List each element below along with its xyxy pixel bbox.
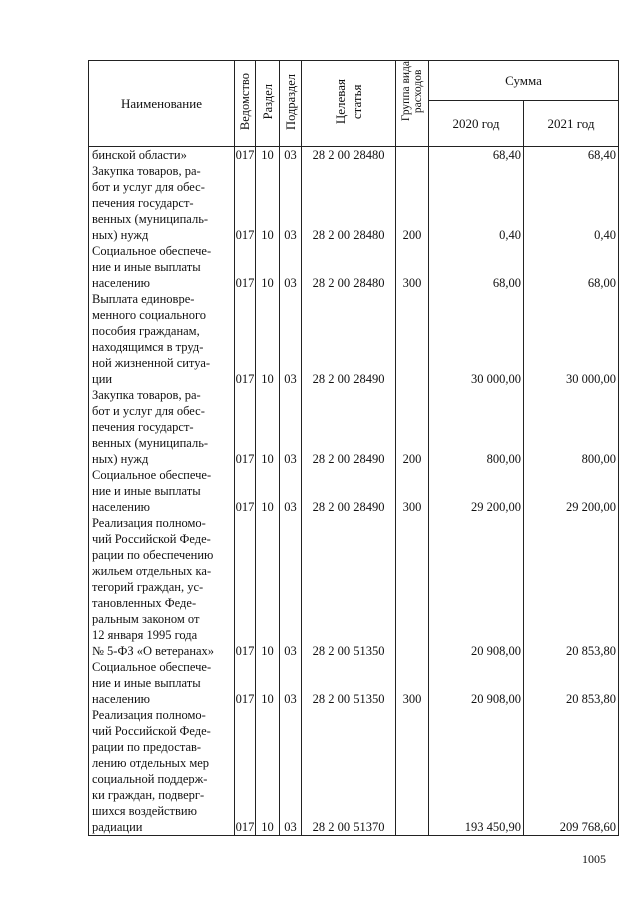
row-vedomstvo: 017: [235, 707, 256, 836]
row-razdel: 10: [256, 147, 280, 164]
row-name-line: Социальное обеспече-: [92, 468, 212, 482]
row-tselevaya-statya: 28 2 00 51370: [302, 707, 396, 836]
header-razdel-cell: [256, 61, 280, 147]
row-name: [89, 515, 235, 659]
row-gruppa-vida: 200: [396, 387, 429, 467]
row-name-line: социальной поддерж-: [92, 772, 208, 786]
row-name-line: лению отдельных мер: [92, 756, 210, 770]
row-name-line: Закупка товаров, ра-: [92, 388, 201, 402]
row-vedomstvo: 017: [235, 387, 256, 467]
row-name-line: печения государст-: [92, 196, 194, 210]
row-gruppa-vida: 300: [396, 659, 429, 707]
table-header: [89, 61, 619, 147]
row-gruppa-vida: [396, 515, 429, 659]
row-sum-2021: 68,40: [524, 147, 619, 164]
row-name-line: бинской области»: [92, 148, 187, 162]
row-name-line: чий Российской Феде-: [92, 532, 211, 546]
row-name-line: радиации: [92, 820, 143, 834]
row-name-line: Закупка товаров, ра-: [92, 164, 201, 178]
header-name: Наименование: [89, 61, 235, 147]
row-name-line: шихся воздействию: [92, 804, 197, 818]
row-sum-2020: 20 908,00: [429, 659, 524, 707]
row-sum-2020: 29 200,00: [429, 467, 524, 515]
row-name-line: Реализация полномо-: [92, 516, 206, 530]
row-razdel: 10: [256, 163, 280, 243]
row-name-line: тановленных Феде-: [92, 596, 197, 610]
table-row: [89, 147, 619, 164]
row-name: [89, 707, 235, 836]
row-gruppa-vida: [396, 147, 429, 164]
row-sum-2020: 193 450,90: [429, 707, 524, 836]
row-name-line: населению: [92, 692, 150, 706]
row-sum-2020: 20 908,00: [429, 515, 524, 659]
row-sum-2020: 68,40: [429, 147, 524, 164]
row-sum-2021: 29 200,00: [524, 467, 619, 515]
row-name-line: № 5-ФЗ «О ветеранах»: [92, 644, 215, 658]
row-podrazdel: 03: [280, 515, 302, 659]
row-sum-2020: 800,00: [429, 387, 524, 467]
row-razdel: 10: [256, 291, 280, 387]
row-sum-2021: 800,00: [524, 387, 619, 467]
row-name-line: рации по предостав-: [92, 740, 202, 754]
row-vedomstvo: 017: [235, 291, 256, 387]
row-sum-2020: 0,40: [429, 163, 524, 243]
row-gruppa-vida: [396, 291, 429, 387]
row-gruppa-vida: 300: [396, 467, 429, 515]
row-name-line: рации по обеспечению: [92, 548, 214, 562]
row-name: [89, 243, 235, 291]
row-name-line: Выплата единовре-: [92, 292, 195, 306]
row-razdel: 10: [256, 659, 280, 707]
table-row: [89, 387, 619, 467]
row-razdel: 10: [256, 387, 280, 467]
row-name-line: населению: [92, 500, 150, 514]
row-name-line: населению: [92, 276, 150, 290]
row-sum-2021: 20 853,80: [524, 515, 619, 659]
header-gruppa-line1: Группа вида: [400, 61, 412, 122]
row-name-line: ние и иные выплаты: [92, 484, 201, 498]
row-name-line: находящимся в труд-: [92, 340, 204, 354]
row-tselevaya-statya: 28 2 00 28480: [302, 243, 396, 291]
row-name-line: Социальное обеспече-: [92, 660, 212, 674]
row-podrazdel: 03: [280, 659, 302, 707]
row-podrazdel: 03: [280, 163, 302, 243]
row-razdel: 10: [256, 243, 280, 291]
row-name-line: ных) нужд: [92, 228, 149, 242]
header-podrazdel: Подраздел: [283, 73, 298, 130]
row-name: [89, 163, 235, 243]
row-name-line: бот и услуг для обес-: [92, 180, 205, 194]
row-vedomstvo: 017: [235, 467, 256, 515]
row-name-line: 12 января 1995 года: [92, 628, 198, 642]
row-name-line: ние и иные выплаты: [92, 260, 201, 274]
row-name: [89, 147, 235, 164]
row-sum-2020: 30 000,00: [429, 291, 524, 387]
row-razdel: 10: [256, 515, 280, 659]
row-name-line: ных) нужд: [92, 452, 149, 466]
table-row: [89, 515, 619, 659]
row-gruppa-vida: [396, 707, 429, 836]
row-sum-2021: 0,40: [524, 163, 619, 243]
row-name-line: печения государст-: [92, 420, 194, 434]
header-year-2020: 2020 год: [429, 101, 524, 147]
row-tselevaya-statya: 28 2 00 28490: [302, 467, 396, 515]
table-row: [89, 163, 619, 243]
row-tselevaya-statya: 28 2 00 28490: [302, 291, 396, 387]
row-name: [89, 467, 235, 515]
row-vedomstvo: 017: [235, 243, 256, 291]
row-vedomstvo: 017: [235, 163, 256, 243]
header-gruppa-cell: [396, 61, 429, 147]
row-sum-2021: 20 853,80: [524, 659, 619, 707]
row-podrazdel: 03: [280, 243, 302, 291]
row-gruppa-vida: 300: [396, 243, 429, 291]
row-tselevaya-statya: 28 2 00 28490: [302, 387, 396, 467]
row-name-line: бот и услуг для обес-: [92, 404, 205, 418]
row-tselevaya-statya: 28 2 00 51350: [302, 659, 396, 707]
header-tselevaya: [333, 79, 365, 124]
row-podrazdel: 03: [280, 467, 302, 515]
row-name-line: ки граждан, подверг-: [92, 788, 205, 802]
row-name-line: менного социального: [92, 308, 207, 322]
row-vedomstvo: 017: [235, 148, 255, 162]
table-row: [89, 291, 619, 387]
row-name-line: Реализация полномо-: [92, 708, 206, 722]
row-podrazdel: 03: [280, 707, 302, 836]
row-gruppa-vida: 200: [396, 163, 429, 243]
row-name-line: тегорий граждан, ус-: [92, 580, 204, 594]
row-podrazdel: 03: [280, 147, 302, 164]
row-name-line: пособия гражданам,: [92, 324, 200, 338]
table-row: [89, 659, 619, 707]
header-year-2021: 2021 год: [524, 101, 619, 147]
row-name-line: ции: [92, 372, 113, 386]
row-razdel: 10: [256, 707, 280, 836]
row-tselevaya-statya: 28 2 00 51350: [302, 515, 396, 659]
row-podrazdel: 03: [280, 387, 302, 467]
row-sum-2020: 68,00: [429, 243, 524, 291]
table-body: [89, 147, 619, 836]
row-sum-2021: 68,00: [524, 243, 619, 291]
row-tselevaya-statya: 28 2 00 28480: [302, 147, 396, 164]
header-tselevaya-cell: [302, 61, 396, 147]
row-name-line: жильем отдельных ка-: [92, 564, 212, 578]
row-name-line: ной жизненной ситуа-: [92, 356, 211, 370]
row-tselevaya-statya: 28 2 00 28480: [302, 163, 396, 243]
row-name: [89, 291, 235, 387]
row-name-line: ние и иные выплаты: [92, 676, 201, 690]
header-vedomstvo: Ведомство: [238, 72, 252, 131]
table-row: [89, 243, 619, 291]
budget-table: [88, 60, 619, 836]
header-summa: Сумма: [429, 61, 619, 101]
row-name-line: ральным законом от: [92, 612, 200, 626]
header-vedomstvo-cell: [235, 61, 256, 147]
row-name-line: Социальное обеспече-: [92, 244, 212, 258]
header-razdel: Раздел: [260, 83, 275, 120]
row-name-line: венных (муниципаль-: [92, 212, 209, 226]
page-number: 1005: [582, 852, 606, 866]
header-podrazdel-cell: [280, 61, 302, 147]
header-gruppa: [400, 61, 424, 121]
row-name-line: венных (муниципаль-: [92, 436, 209, 450]
row-razdel: 10: [256, 467, 280, 515]
table-row: [89, 467, 619, 515]
header-tselevaya-line2: статья: [348, 84, 364, 119]
header-tselevaya-line1: Целевая: [332, 78, 348, 125]
table-row: [89, 707, 619, 836]
row-name: [89, 659, 235, 707]
row-name: [89, 387, 235, 467]
row-vedomstvo: 017: [235, 659, 256, 707]
row-sum-2021: 30 000,00: [524, 291, 619, 387]
row-name-line: чий Российской Феде-: [92, 724, 211, 738]
header-gruppa-line2: расходов: [412, 69, 424, 113]
row-podrazdel: 03: [280, 291, 302, 387]
row-vedomstvo: 017: [235, 515, 256, 659]
row-sum-2021: 209 768,60: [524, 707, 619, 836]
